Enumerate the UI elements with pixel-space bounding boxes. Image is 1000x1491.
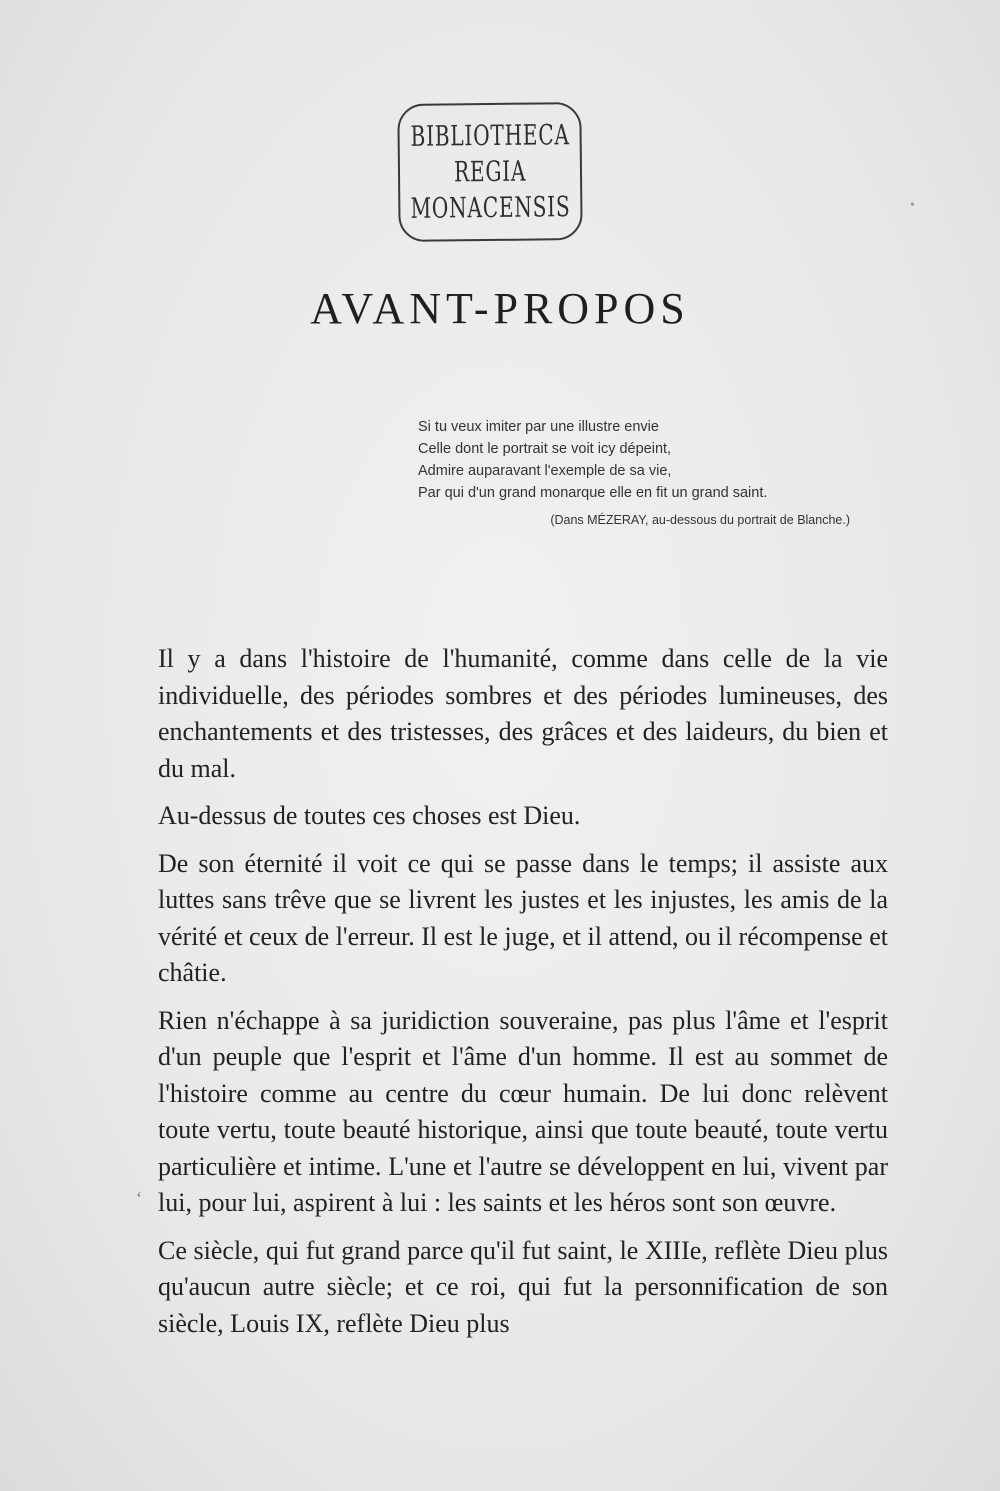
epigraph (418, 416, 898, 531)
body-text (158, 641, 888, 1353)
paragraph: Il y a dans l'histoire de l'humanité, comme dans celle de la vie individuelle, des périodes sombres et des périodes lumineuses, des enchantements et des tristesses, des grâces et des laideurs, du bien et du mal. (158, 644, 888, 783)
page-title: AVANT-PROPOS (310, 284, 690, 333)
epigraph-line: Celle dont le portrait se voit icy dépeint, (418, 441, 672, 457)
paragraph: De son éternité il voit ce qui se passe dans le temps; il assiste aux luttes sans trêve que se livrent les justes et les injustes, les amis de la vérité et ceux de l'erreur. Il est le juge, et il attend, ou il récompense et châtie. (158, 848, 888, 987)
stamp-line-3: MONACENSIS (410, 190, 571, 225)
paper-speck: • (910, 198, 915, 213)
epigraph-source: (Dans MÉZERAY, au-dessous du portrait de Blanche.) (550, 513, 850, 527)
library-stamp (397, 102, 582, 242)
margin-mark: ʻ (136, 1188, 142, 1208)
epigraph-line: Si tu veux imiter par une illustre envie (418, 419, 659, 435)
paragraph: Au-dessus de toutes ces choses est Dieu. (158, 801, 581, 830)
paragraph: Rien n'échappe à sa juridiction souveraine, pas plus l'âme et l'esprit d'un peuple que l'esprit et l'âme d'un homme. Il est au sommet de l'histoire comme au centre du cœur humain. De lui donc relèvent toute vertu, toute beauté historique, ainsi que toute beauté, toute vertu particulière et intime. L'une et l'autre se développent en lui, vivent par lui, pour lui, aspirent à lui : les saints et les héros sont son œuvre. (158, 1005, 888, 1217)
epigraph-line: Par qui d'un grand monarque elle en fit un grand saint. (418, 485, 768, 501)
paragraph: Ce siècle, qui fut grand parce qu'il fut saint, le XIIIe, reflète Dieu plus qu'aucun autre siècle; et ce roi, qui fut la personnification de son siècle, Louis IX, reflète Dieu plus (158, 1235, 888, 1338)
epigraph-line: Admire auparavant l'exemple de sa vie, (418, 463, 672, 479)
stamp-line-1: BIBLIOTHECA (409, 118, 570, 153)
stamp-line-2: REGIA (453, 154, 527, 189)
